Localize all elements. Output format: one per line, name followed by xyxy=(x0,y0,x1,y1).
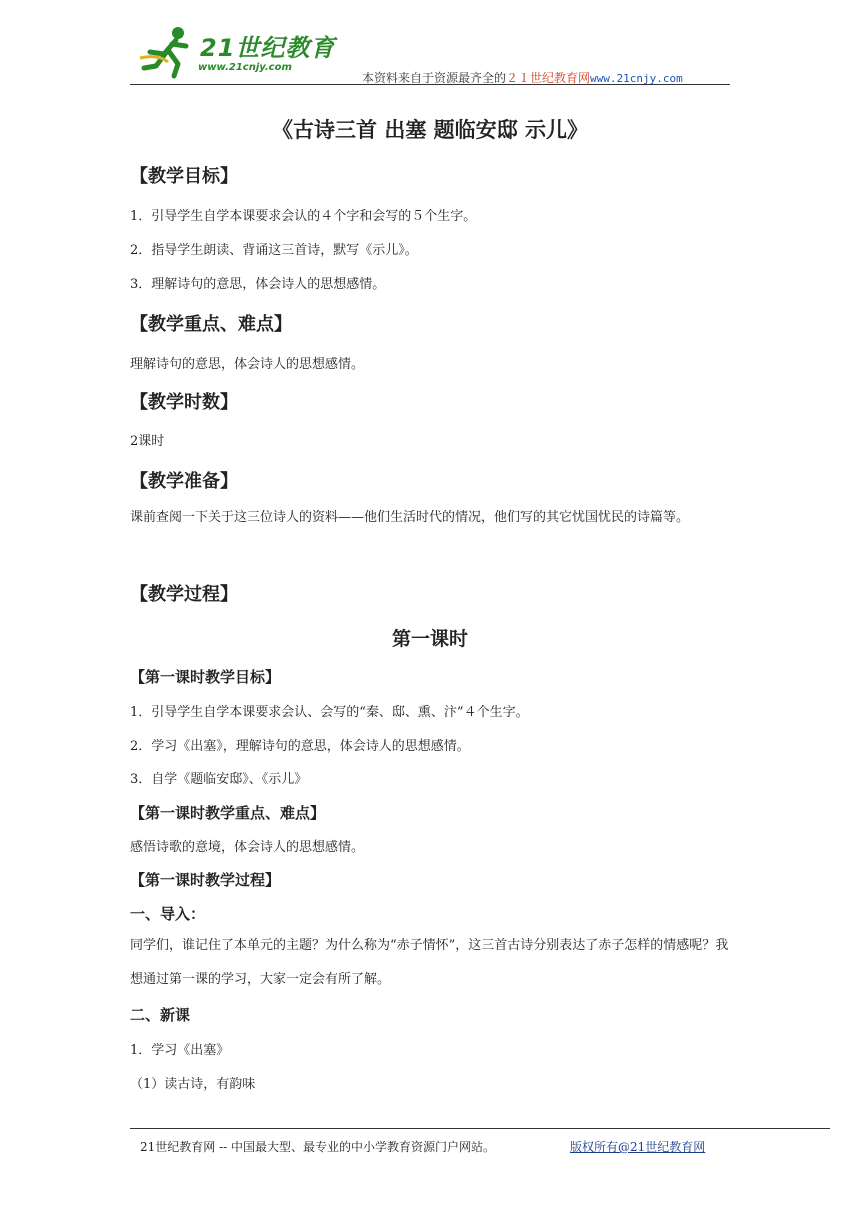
footer-divider xyxy=(130,1128,830,1129)
goal-item: 2．指导学生朗读、背诵这三首诗，默写《示儿》。 xyxy=(130,243,418,258)
running-figure-icon xyxy=(138,24,198,80)
lesson1-key-text: 感悟诗歌的意境，体会诗人的思想感情。 xyxy=(130,840,365,855)
key-points-heading: 【教学重点、难点】 xyxy=(130,314,292,335)
copyright-link[interactable]: 版权所有@21世纪教育网 xyxy=(570,1140,706,1154)
page-header xyxy=(130,20,730,86)
hours-heading: 【教学时数】 xyxy=(130,392,238,413)
lesson1-goal-item: 1．引导学生自学本课要求会认、会写的“秦、邸、熏、汴”４个生字。 xyxy=(130,705,529,720)
header-divider xyxy=(130,84,730,85)
logo-url: www.21cnjy.com xyxy=(198,62,292,73)
site-logo[interactable] xyxy=(138,24,338,82)
prep-heading: 【教学准备】 xyxy=(130,471,238,492)
key-points-text: 理解诗句的意思，体会诗人的思想感情。 xyxy=(130,357,365,372)
lesson1-goal-item: 3．自学《题临安邸》、《示儿》 xyxy=(130,772,308,787)
prep-text: 课前查阅一下关于这三位诗人的资料——他们生活时代的情况，他们写的其它忧国忧民的诗篇等。 xyxy=(130,510,690,525)
new-lesson-heading: 二、新课 xyxy=(130,1006,191,1024)
header-site-name[interactable]: ２１世纪教育网 xyxy=(506,71,591,85)
new-lesson-subitem: （1）读古诗，有韵味 xyxy=(130,1077,256,1092)
logo-text: 21世纪教育 xyxy=(200,34,336,62)
goal-item: 3．理解诗句的意思，体会诗人的思想感情。 xyxy=(130,277,386,292)
goal-item: 1．引导学生自学本课要求会认的４个字和会写的５个生字。 xyxy=(130,209,477,224)
process-heading: 【教学过程】 xyxy=(130,584,238,605)
lesson1-process-heading: 【第一课时教学过程】 xyxy=(130,871,281,889)
lesson1-title: 第一课时 xyxy=(391,628,468,650)
lesson1-key-heading: 【第一课时教学重点、难点】 xyxy=(130,804,326,822)
goals-heading: 【教学目标】 xyxy=(130,166,238,187)
lesson1-goal-item: 2．学习《出塞》，理解诗句的意思，体会诗人的思想感情。 xyxy=(130,739,470,754)
intro-text: 同学们，谁记住了本单元的主题？为什么称为“赤子情怀”，这三首古诗分别表达了赤子怎样的情感呢？我想通过第一课的学习，大家一定会有所了解。 xyxy=(130,938,729,987)
document-title: 《古诗三首 出塞 题临安邸 示儿》 xyxy=(272,118,588,142)
new-lesson-item: 1．学习《出塞》 xyxy=(130,1043,230,1058)
hours-text: 2课时 xyxy=(130,434,165,449)
intro-heading: 一、导入： xyxy=(130,905,206,923)
footer-text: 21世纪教育网 -- 中国最大型、最专业的中小学教育资源门户网站。 xyxy=(140,1140,496,1154)
header-note-prefix: 本资料来自于资源最齐全的 xyxy=(362,71,507,85)
lesson1-goals-heading: 【第一课时教学目标】 xyxy=(130,668,281,686)
header-url-link[interactable]: www.21cnjy.com xyxy=(590,72,683,85)
